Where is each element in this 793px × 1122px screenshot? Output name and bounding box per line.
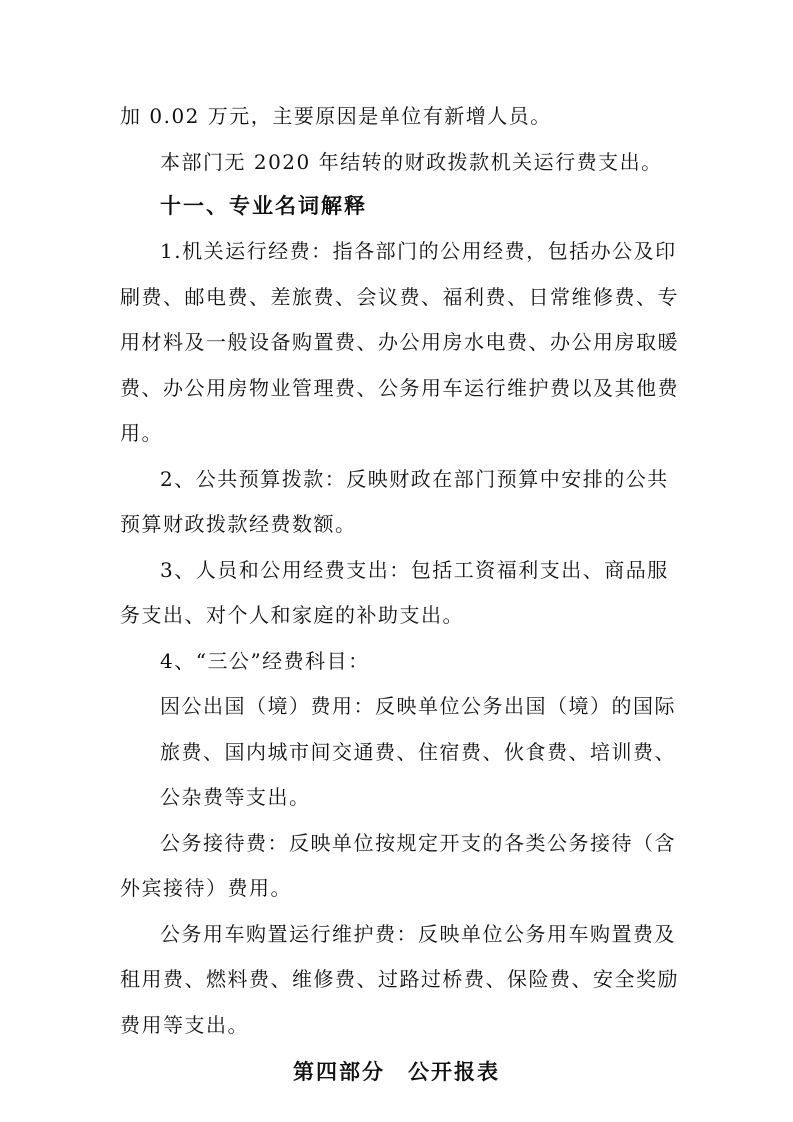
definition-line-3: 用材料及一般设备购置费、办公用房水电费、办公用房取暖 — [120, 330, 679, 354]
section-heading: 十一、专业名词解释 — [160, 194, 367, 218]
definition-line-11: 因公出国（境）费用：反映单位公务出国（境）的国际 — [160, 694, 676, 718]
intro-line-1: 加 0.02 万元，主要原因是单位有新增人员。 — [120, 104, 552, 128]
definition-line-12: 旅费、国内城市间交通费、住宿费、伙食费、培训费、 — [160, 740, 676, 764]
intro-line-2: 本部门无 2020 年结转的财政拨款机关运行费支出。 — [160, 150, 663, 174]
definition-line-4: 费、办公用房物业管理费、公务用车运行维护费以及其他费 — [120, 376, 679, 400]
definition-line-5: 用。 — [120, 421, 163, 445]
definition-line-1: 1.机关运行经费：指各部门的公用经费，包括办公及印 — [160, 239, 677, 263]
definition-line-6: 2、公共预算拨款：反映财政在部门预算中安排的公共 — [160, 467, 669, 491]
definition-line-10: 4、“三公”经费科目： — [160, 649, 370, 673]
definition-line-14: 公务接待费：反映单位按规定开支的各类公务接待（含 — [160, 831, 676, 855]
definition-line-18: 费用等支出。 — [120, 1013, 249, 1037]
definition-line-16: 公务用车购置运行维护费：反映单位公务用车购置费及 — [160, 922, 676, 946]
definition-line-13: 公杂费等支出。 — [160, 785, 311, 809]
definition-line-15: 外宾接待）费用。 — [120, 876, 292, 900]
definition-line-2: 刷费、邮电费、差旅费、会议费、福利费、日常维修费、专 — [120, 285, 679, 309]
part-title: 第四部分 公开报表 — [293, 1060, 500, 1084]
definition-line-17: 租用费、燃料费、维修费、过路过桥费、保险费、安全奖励 — [120, 967, 679, 991]
definition-line-8: 3、人员和公用经费支出：包括工资福利支出、商品服 — [160, 558, 669, 582]
definition-line-7: 预算财政拨款经费数额。 — [120, 512, 357, 536]
definition-line-9: 务支出、对个人和家庭的补助支出。 — [120, 603, 464, 627]
